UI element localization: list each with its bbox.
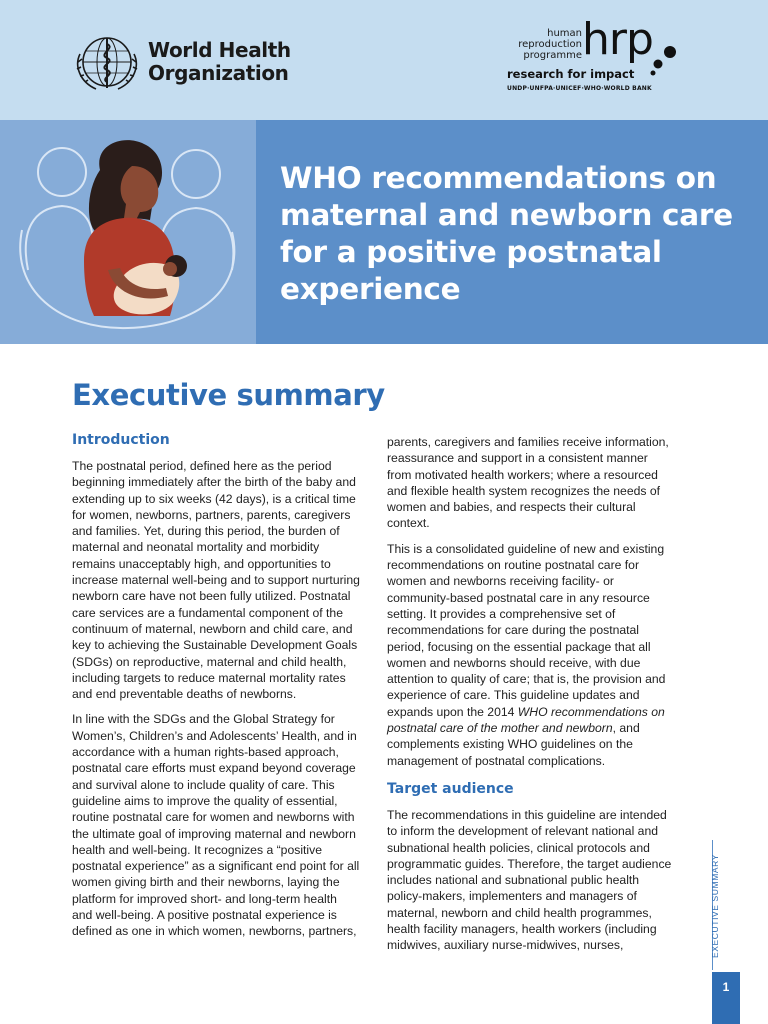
page-number: 1: [712, 972, 740, 1024]
cited-guideline-title: WHO recommendations on postnatal care of the mother and newborn: [387, 704, 665, 736]
document-title: WHO recommendations on maternal and newborn care for a positive postnatal experience: [280, 161, 733, 306]
hero-illustration: [0, 120, 256, 344]
para4-text-after: , and complements existing WHO guidelines on the management of postnatal complications.: [387, 721, 640, 768]
hrp-line1: human: [547, 28, 582, 39]
hrp-dots-icon: [650, 40, 700, 80]
side-section-label: EXECUTIVE SUMMARY: [710, 853, 720, 958]
who-name-line2: Organization: [148, 61, 289, 85]
section-title: Executive summary: [72, 378, 385, 412]
introduction-paragraph-4: [387, 541, 675, 769]
introduction-heading: Introduction: [72, 432, 170, 448]
hrp-tagline: research for impact: [507, 67, 635, 81]
hero-banner: [256, 120, 768, 344]
hrp-mark: hrp: [582, 14, 653, 65]
hrp-line2: reproduction: [518, 39, 582, 50]
left-column: [72, 430, 360, 949]
hrp-logo: [500, 14, 700, 104]
hrp-partner-orgs: UNDP·UNFPA·UNICEF·WHO·WORLD BANK: [507, 85, 652, 92]
who-logo: [72, 32, 291, 92]
top-band: [0, 0, 768, 120]
introduction-paragraph-2: In line with the SDGs and the Global Strategy for Women’s, Children’s and Adolescents’ Health, and in accordance with a human rights-based approach, postnatal care efforts must expand beyond coverage and survival alone to include quality of care. This guideline aims to improve the quality of essential, routine postnatal care for women and newborns with the ultimate goal of improving maternal and newborn health and well-being. It recognizes a “positive postnatal experience” as a significant end point for all women giving birth and their newborns, laying the platform for improved short- and long-term health and well-being. A positive postnatal experience is defined as one in which women, newborns, partners,: [72, 712, 360, 939]
target-audience-paragraph: The recommendations in this guideline are intended to inform the development of relevant national and subnational health policies, clinical protocols and programmatic guides. Therefore, the target audience includes national and subnational public health policy-makers, implementers and managers of maternal, newborn and child health programmes, health facility managers, health workers (including midwives, auxiliary nurse-midwives, nurses,: [387, 807, 672, 953]
para4-text-before: This is a consolidated guideline of new and existing recommendations on routine postnatal care for women and newborns receiving facility- or community-based postnatal care in any resource setting. It provides a comprehensive set of recommendations for care during the postnatal period, focusing on the essential package that all women and newborns should receive, with due attention to quality of care; that is, the provision and experience of care. This guideline updates and expands upon the 2014: [387, 541, 666, 719]
hrp-programme-name: [518, 28, 582, 61]
who-name-line1: World Health: [148, 38, 291, 62]
introduction-paragraph-3: parents, caregivers and families receive information, reassurance and support in a consistent manner from motivated health workers; where a resourced and flexible health system recognizes the needs of women and babies, and respects their cultural context.: [387, 435, 669, 531]
introduction-paragraph-1: The postnatal period, defined here as the period beginning immediately after the birth of the baby and extending up to six weeks (42 days), is a critical time for women, newborns, partners, parents, caregivers and families. Yet, during this period, the burden of maternal and neonatal mortality and morbidity remains unacceptably high, and opportunities to increase maternal well-being and to support nurturing newborn care have not been fully utilized. Postnatal care services are a fundamental component of the continuum of maternal, newborn and child care, and key to achieving the Sustainable Development Goals (SDGs) on reproductive, maternal and child health, including targets to reduce maternal mortality rates and end preventable deaths of newborns.: [72, 459, 360, 702]
right-column: [387, 434, 675, 963]
mother-and-baby-illustration: [0, 120, 256, 344]
who-name: [148, 39, 291, 85]
who-emblem-icon: [72, 32, 142, 92]
hrp-line3: programme: [523, 50, 582, 61]
target-audience-heading: Target audience: [387, 780, 514, 797]
